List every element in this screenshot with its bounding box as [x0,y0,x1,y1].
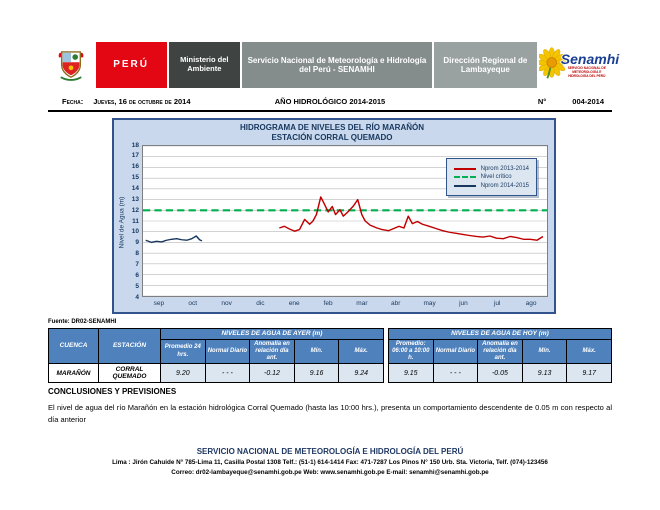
x-tick-label: sep [153,300,165,307]
legend-item [454,166,529,172]
chart-legend [446,158,537,196]
x-tick-label: oct [188,300,198,307]
y-tick-label: 13 [131,195,139,203]
legend-line-sample [454,176,476,178]
legend-item [454,174,529,180]
legend-line-sample [454,185,476,187]
y-tick-label: 6 [135,271,139,279]
x-tick-label: ago [525,300,537,307]
chart-title-line1: HIDROGRAMA DE NIVELES DEL RÍO MARAÑÓN [239,123,424,132]
y-tick-label: 14 [131,184,139,192]
peru-coat-of-arms-icon [57,48,85,82]
ministry-label: Ministerio del Ambiente [169,42,240,88]
legend-item [454,183,529,189]
footer-contact: Correo: dr02-lambayeque@senamhi.gob.pe Web: www.senamhi.gob.pe E-mail: senamhi@senamhi.gob.pe [171,468,489,476]
x-tick-label: mar [356,300,368,307]
senamhi-logo [539,42,620,88]
service-label: Servicio Nacional de Meteorología e Hidrología del Perú - SENAMHI [242,42,432,88]
legend-label: Nprom 2013-2014 [480,165,529,172]
footer [48,447,612,476]
table-value-cell: 9.16 [294,364,339,383]
y-tick-label: 11 [132,217,139,225]
x-tick-label: abr [391,300,401,307]
numero-label: N° [537,97,547,106]
group-header-ayer: NIVELES DE AGUA DE AYER (m) [161,329,384,340]
header-band [48,42,620,88]
table-subheader-cell: Anomalía en relación día ant. [250,339,295,364]
senamhi-wordmark: Senamhi [560,51,620,67]
table-value-cell: - - - [205,364,250,383]
x-tick-label: nov [221,300,232,307]
legend-label: Nprom 2014-2015 [480,182,529,189]
legend-line-sample [454,168,476,170]
y-tick-label: 16 [131,163,139,171]
peru-label: PERÚ [96,42,167,88]
x-tick-label: dic [256,300,265,307]
footer-address: Lima : Jirón Cahuide N° 785-Lima 11, Casilla Postal 1308 Telf.: (51-1) 614-1414 Fax: 471-7287 Los Pinos N° 150 Urb. Sta. Victoria, Telf. (074)-123456 [112,458,548,466]
table-data-row [49,364,612,383]
chart-title-line2: ESTACIÓN CORRAL QUEMADO [271,133,393,142]
table-subheader-cell: Mín. [522,339,567,364]
x-axis-labels [142,297,548,310]
table-value-cell: 9.15 [388,364,433,383]
y-tick-label: 9 [135,239,139,247]
numero-value: 004-2014 [572,97,604,106]
series-Nprom-2014-2015 [146,236,202,242]
cell-cuenca: MARAÑÓN [49,364,99,383]
col-header-estacion: ESTACIÓN [99,329,161,364]
table-subheader-cell: Promedio: 06:00 a 10:00 h. [388,339,433,364]
hydrological-year-title: AÑO HIDROLÓGICO 2014-2015 [274,97,386,106]
table-subheader-cell: Mín. [294,339,339,364]
y-tick-label: 4 [135,293,139,301]
source-note: Fuente: DR02-SENAMHI [48,319,117,325]
x-tick-label: feb [323,300,333,307]
x-tick-label: jun [459,300,468,307]
table-subheader-cell: Anomalía en relación día ant. [478,339,523,364]
conclusions-body: El nivel de agua del río Marañón en la estación hidrológica Corral Quemado (hasta las 10:00 hrs.), presenta un comportamiento descendente de 0.05 m con respecto al día anterior [48,403,612,424]
cell-estacion: CORRAL QUEMADO [99,364,161,383]
series-Nprom-2013-2014 [279,197,543,240]
y-tick-label: 12 [131,206,139,214]
y-tick-label: 18 [131,141,139,149]
fecha-value: Jueves, 16 de octubre de 2014 [93,97,191,106]
table-value-cell: 9.13 [522,364,567,383]
regional-label: Dirección Regional de Lambayeque [434,42,537,88]
y-tick-label: 5 [135,282,139,290]
table-subheader-cell: Normal Diario [433,339,478,364]
table-value-cell: -0.05 [478,364,523,383]
table-value-cell: 9.24 [339,364,384,383]
x-tick-label: may [423,300,436,307]
table-subheader-cell: Normal Diario [205,339,250,364]
x-tick-label: jul [493,300,501,307]
x-tick-label: ene [288,300,300,307]
y-tick-label: 10 [131,228,139,236]
table-subheader-cell: Máx. [567,339,612,364]
table-subheader-cell: Máx. [339,339,384,364]
y-axis-ticks [127,141,142,301]
fecha-label: Fecha: [62,97,84,106]
info-bar [48,95,612,112]
table-group-header-row [49,329,612,340]
plot-area [142,145,548,297]
y-tick-label: 7 [135,260,139,268]
table-value-cell: 9.20 [161,364,206,383]
col-header-cuenca: CUENCA [49,329,99,364]
chart-title [116,123,548,143]
table-subheader-cell: Promedio 24 hrs. [161,339,206,364]
conclusions-title: CONCLUSIONES Y PREVISIONES [48,387,177,397]
legend-label: Nivel crítico [480,174,512,180]
table-value-cell: - - - [433,364,478,383]
table-value-cell: 9.17 [567,364,612,383]
y-tick-label: 15 [131,174,139,182]
y-tick-label: 17 [131,152,139,160]
hydrogram-chart [112,118,556,314]
table-value-cell: -0.12 [250,364,295,383]
levels-table [48,328,612,383]
y-axis-title: Nivel de Agua (m) [118,196,126,249]
peru-coat-of-arms-logo [48,42,94,88]
group-header-hoy: NIVELES DE AGUA DE HOY (m) [388,329,611,340]
footer-title: SERVICIO NACIONAL DE METEOROLOGÍA E HIDROLOGÍA DEL PERÚ [196,446,464,456]
senamhi-logo-subtext: SERVICIO NACIONAL DE METEOROLOGÍA E HIDROLOGÍA DEL PERÚ [567,66,606,78]
y-tick-label: 8 [135,250,139,258]
